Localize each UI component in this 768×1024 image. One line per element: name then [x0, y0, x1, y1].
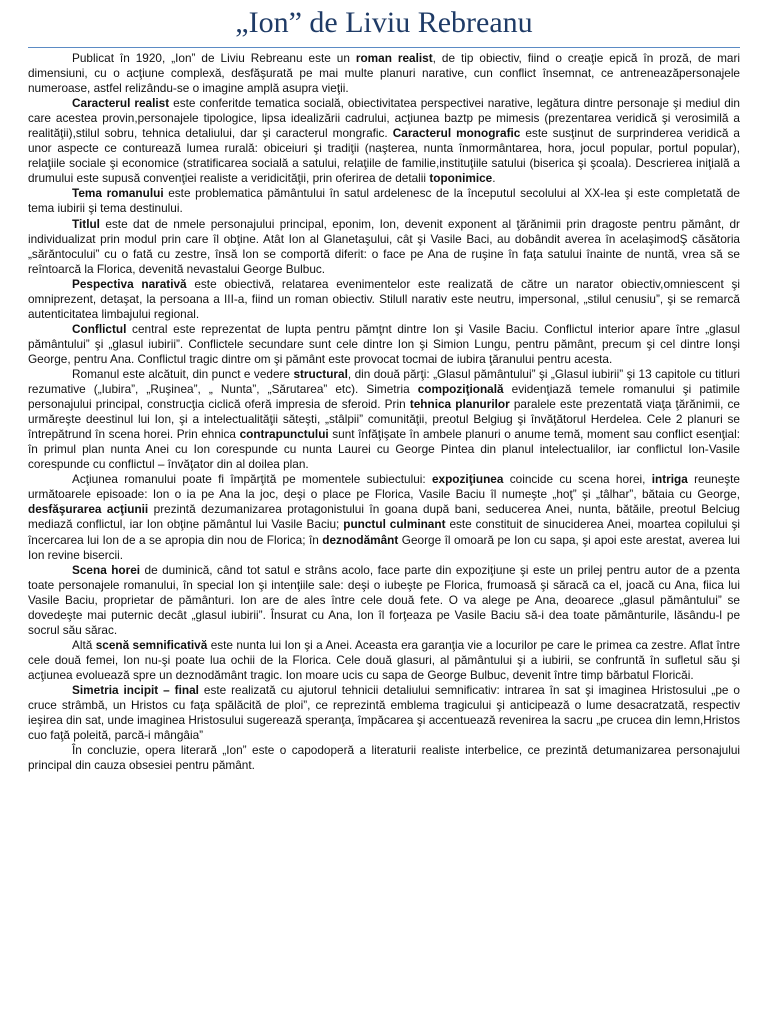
text-run: de duminică, când tot satul e strâns acolo, face parte din expoziţiune şi este un prilej pentru autor de a pzenta toate personajele romanului, în special Ion şi intenţiile sale: deşi o iubeşte pe Florica, frumoasă şi săracă ca el, joacă cu Ana, fiica lui Vasile Baciu, proprietar de pământuri. Ion are de ales între cele două fete. O va alege pe Ana, deoarece „glasul pământului” se dovedeşte mai puternic decât „glasul iubirii”. Însurat cu Ana, Ion îl forţeaza pe Vasile Baciu să-i dea toate pământurile, lăsându-l pe socrul său sărac. [28, 562, 740, 637]
bold-text: Tema romanului [72, 186, 164, 201]
paragraph [28, 51, 740, 96]
text-run: este problematica pământului în satul ardelenesc de la începutul secolului al XX-lea şi este completată de tema iubirii şi tema destinului. [28, 186, 740, 216]
bold-text: Pespectiva narativă [72, 276, 187, 291]
bold-text: toponimice [429, 171, 493, 186]
text-run: sunt înfăţişate în ambele planuri o anume temă, moment sau conflict esenţial: în primul plan nunta Anei cu Ion corespunde cu nunta Laurei cu George Pintea din planul intelectualilor, iar conflictul Ion-Vasile corespunde cu conflictul – învăţator din al doilea plan. [28, 427, 740, 472]
bold-text: tehnica planurilor [409, 397, 510, 412]
text-run: George îl omoară pe Ion cu sapa, şi apoi este arestat, averea lui Ion revine bisercii. [28, 532, 740, 562]
text-run: este susţinut de surprinderea veridică a unor aspecte ce conturează lumea rurală: obiceiuri şi tradiţii (naşterea, nunta înmormântarea, hora, jocul popular, portul popular), relaţiile sociale şi economice (stratificarea socială a satului, relaţiile de familie,instituţiile satului (biserica şi şcoala). Descrierea iniţială a drumului este supusă convenţiei realiste a veridicităţii, prin oferirea de detalii [28, 126, 740, 186]
bold-text: Titlul [72, 216, 100, 231]
bold-text: punctul culminant [343, 517, 446, 532]
paragraph [28, 277, 740, 322]
text-run: este conferitde tematica socială, obiectivitatea perspectivei narative, legătura dintre personaje şi mediul din care acestea provin,personajele tipologice, lipsa idealizării cadrului, acţiunea baztp pe mimesis (prezentarea veridică şi verosimilă a realităţii),stilul sobru, tehnica detaliului, dar şi caracterul mongrafic. [28, 96, 740, 141]
text-run: reuneşte următoarele episoade: Ion o ia pe Ana la joc, deşi o place pe Florica, Vasile Baciu îl numeşte „hoţ” şi „tâlhar”, bătaia cu George, [28, 472, 740, 502]
text-run: Acţiunea romanului poate fi împărţită pe momentele subiectului: [72, 472, 432, 487]
paragraph [28, 322, 740, 367]
bold-text: structural [293, 366, 348, 381]
paragraph [28, 472, 740, 562]
text-run: este realizată cu ajutorul tehnicii detaliului semnificativ: intrarea în sat şi imaginea Hristosului „pe o cruce strâmbă, un Hristos cu faţa spălăcită de ploi”, ce reprezintă emblema tragicului şi anticipează o lume desacratzată, respectiv ieşirea din sat, unde imaginea Hristosului sugerează speranţa, împăcarea şi accentuează revenirea la sacru „pe crucea din lemn,Hristos cuo faţă poleită, parcă-i mângâia” [28, 682, 740, 743]
text-run: este dat de nmele personajului principal, eponim, Ion, devenit exponent al ţărănimii prin dragoste pentru pământ, dr individualizat prin modul prin care îl obţine. Atât Ion al Glanetaşului, cât şi Vasile Baci, au dobândit averea în acelaşimodŞ căsătoria „sărăntocului” cu o fată cu zestre, însă Ion se comportă diferit: o face pe Ana de ruşine în faţa satului înainte de nuntă, vrea să se reîntoarcă la Florica, devenită nevastalui George Bulbuc. [28, 216, 740, 276]
bold-text: scenă semnificativă [95, 637, 208, 652]
paragraph [28, 367, 740, 472]
bold-text: intriga [651, 472, 688, 487]
document-body [28, 51, 740, 773]
bold-text: Conflictul [72, 321, 127, 336]
text-run: Publicat în 1920, „Ion” de Liviu Rebreanu este un [72, 51, 356, 65]
text-run: , din două părţi: „Glasul pământului” şi „Glasul iubirii” şi 13 capitole cu titluri rezumative („Iubira”, „Ruşinea”, „ Nunta”, „Sărutarea” etc). Simetria [28, 366, 741, 397]
text-run: evidenţiază temele romanului şi patimile personajului principal, construcţia ciclică oferă impresia de sferoid. Prin [28, 382, 740, 412]
bold-text: deznodământ [322, 532, 399, 547]
text-run: , de tip obiectiv, fiind o creaţie epică în proză, de mari dimensiuni, cu o acţiune complexă, desfăşurată pe mai multe planuri narative, cun conflict însemnat, ce antreneazăpersonajele numeroase, astfel relizându-se o imagine amplă asupra vieţii. [28, 51, 741, 96]
bold-text: expoziţiunea [431, 472, 504, 487]
bold-text: Simetria incipit – final [72, 682, 199, 697]
bold-text: contrapunctului [239, 427, 329, 442]
paragraph [28, 96, 740, 186]
text-run: . [492, 171, 496, 186]
bold-text: Caracterul monografic [392, 126, 521, 141]
text-run: coincide cu scena horei, [503, 472, 652, 487]
text-run: central este reprezentat de lupta pentru pămţnt dintre Ion şi Vasile Baciu. Conflictul interior apare între „glasul pământului” şi „glasul iubirii”. Conflictele secundare sunt cele dintre Ion şi Simion Lungu, pentru pământ, precum şi cel dintre Ionşi George, pentru Ana. Conflictul tragic dintre om şi pământ este provocat tocmai de iubira ţăranului pentru acesta. [28, 321, 740, 366]
text-run: paralele este prezentată viaţa ţărănimii, ce urmăreşte deestinul lui Ion, şi a intelectualităţii săteşti, „stâlpii” comunităţii, preotul Belgiug şi învăţătorul Herdelea. Cele 2 planuri se întrepătrund în scena horei. Prin ehnica [28, 397, 740, 442]
page-title: „Ion” de Liviu Rebreanu [235, 6, 533, 39]
bold-text: roman realist [355, 51, 433, 65]
paragraph [28, 217, 740, 277]
text-run: este constituit de sinuciderea Anei, moartea copilului şi încercarea lui Ion de a se apropia din nou de Florica; în [28, 517, 740, 547]
paragraph [28, 638, 740, 683]
text-run: Altă [72, 637, 96, 652]
bold-text: compoziţională [417, 382, 504, 397]
paragraph [28, 186, 740, 216]
bold-text: Scena horei [72, 562, 141, 577]
text-run: Romanul este alcătuit, din punct e vedere [72, 366, 294, 381]
text-run: În concluzie, opera literară „Ion” este o capodoperă a literaturii realiste interbelice, ce prezintă detumanizarea personajului principal din cauza obsesiei pentru pământ. [28, 743, 740, 773]
title-underline [28, 47, 740, 48]
paragraph [28, 743, 740, 773]
bold-text: desfăşurarea acţiunii [28, 502, 149, 517]
paragraph [28, 683, 740, 743]
paragraph [28, 563, 740, 638]
text-run: prezintă dezumanizarea protagonistului în goana după bani, seducerea Anei, nunta, bătăile, preotul Belciug mediază conflictul, iar Ion obţine pământul lui Vasile Baciu; [28, 502, 740, 532]
bold-text: Caracterul realist [72, 96, 170, 111]
text-run: este obiectivă, relatarea evenimentelor este realizată de către un narator obiectiv,omniescent şi omniprezent, detaşat, la persoana a III-a, fiind un roman obiectiv. Stilull narativ este neutru, impersonal, „stilul cenusiu”, şi se remarcă autenticitatea limbajului regional. [28, 276, 741, 321]
text-run: este nunta lui Ion şi a Anei. Aceasta era garanţia vie a locurilor pe care le primea ca zestre. Aflat între cele două femei, Ion nu-şi poate lua ochii de la Florica. Cele două glasuri, al pământului şi a iubirii, se confruntă în sufletul său şi acţiunea evoluează spre un deznodământ tragic. Ion moare ucis cu sapa de George Bulbuc, devenit între timp bărbatul Floricăi. [28, 637, 741, 682]
